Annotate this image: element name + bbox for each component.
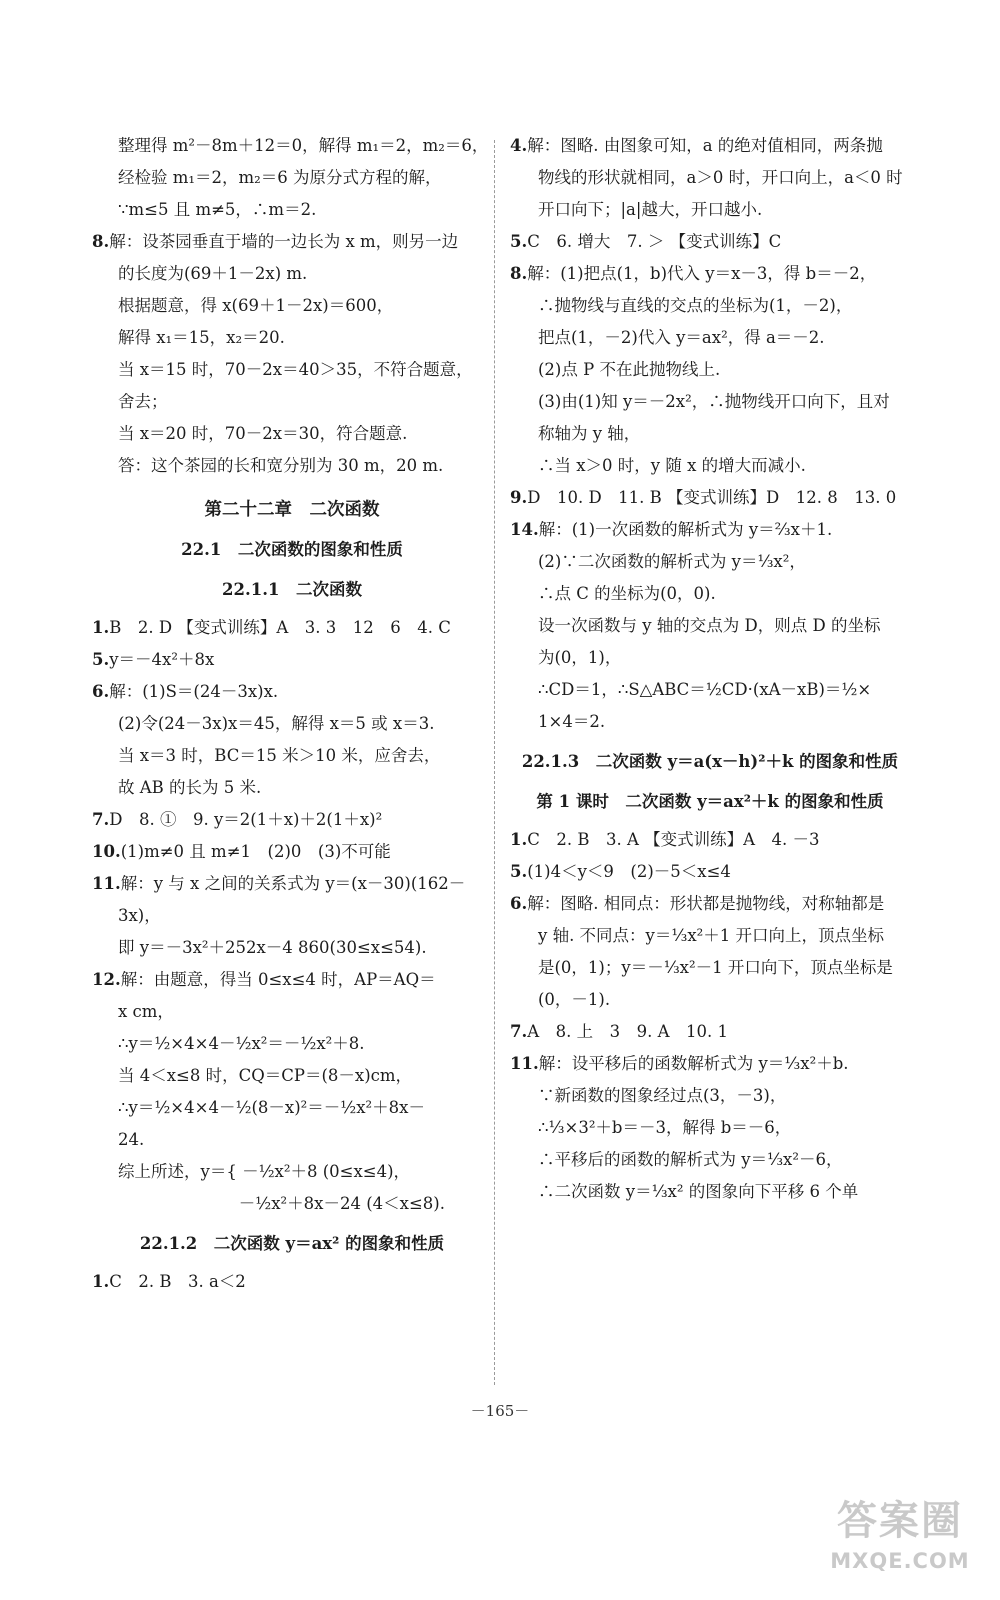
answer-text: 即 y＝－3x²＋252x－4 860(30≤x≤54). <box>118 938 427 957</box>
answer-text: ∵新函数的图象经过点(3，－3)， <box>538 1086 787 1105</box>
answer-line <box>92 804 492 836</box>
answer-line <box>510 290 910 322</box>
answer-text: (2)∵二次函数的解析式为 y＝⅓x²， <box>538 552 806 571</box>
answer-text: ∴CD＝1，∴S△ABC＝½CD·(xA－xB)＝½× <box>538 680 872 699</box>
answer-text: 解：(1)S＝(24－3x)x. <box>109 682 279 701</box>
answer-text: 称轴为 y 轴， <box>538 424 641 443</box>
answer-text: 解：(1)一次函数的解析式为 y＝⅔x＋1. <box>538 520 833 539</box>
answer-line <box>510 418 910 450</box>
answer-text: x cm， <box>118 1002 174 1021</box>
answer-line <box>92 130 492 162</box>
question-number: 1. <box>92 1272 110 1291</box>
answer-line <box>92 162 492 194</box>
answer-line <box>510 824 910 856</box>
answer-text: 当 x＝20 时，70－2x＝30，符合题意. <box>118 424 408 443</box>
answer-line <box>510 706 910 738</box>
answer-line <box>510 482 910 514</box>
answer-text: 解：y 与 x 之间的关系式为 y＝(x－30)(162－ <box>120 874 466 893</box>
question-number: 6. <box>510 894 528 913</box>
answer-line <box>510 578 910 610</box>
answer-text: 的长度为(69＋1－2x) m. <box>118 264 308 283</box>
answer-text: 综上所述，y＝{ －½x²＋8 (0≤x≤4)， <box>118 1162 411 1181</box>
answer-text: 当 x＝15 时，70－2x＝40＞35，不符合题意， <box>118 360 473 379</box>
answer-line <box>510 162 910 194</box>
answer-line <box>510 226 910 258</box>
answer-text: 1×4＝2. <box>538 712 606 731</box>
answer-line <box>510 194 910 226</box>
answer-line <box>92 676 492 708</box>
answer-text: 整理得 m²－8m＋12＝0，解得 m₁＝2，m₂＝6， <box>118 136 489 155</box>
answer-text: (3)由(1)知 y＝－2x²，∴抛物线开口向下，且对 <box>538 392 890 411</box>
answer-line <box>92 418 492 450</box>
answer-line <box>92 1266 492 1298</box>
section-heading: 第 1 课时 二次函数 y＝ax²＋k 的图象和性质 <box>536 792 884 811</box>
answer-text: 24. <box>118 1130 145 1149</box>
answer-line <box>92 258 492 290</box>
answer-line <box>510 354 910 386</box>
section-heading: 第二十二章 二次函数 <box>204 500 380 520</box>
answer-line <box>510 322 910 354</box>
answer-text: 是(0，1)；y＝－⅓x²－1 开口向下，顶点坐标是 <box>538 958 893 977</box>
question-number: 12. <box>92 970 121 989</box>
answer-text: C 2. B 3. a＜2 <box>109 1272 246 1291</box>
page-number: －165－ <box>470 1402 530 1420</box>
answer-line <box>92 1060 492 1092</box>
answer-line <box>510 1080 910 1112</box>
answer-line <box>92 290 492 322</box>
watermark-logo <box>815 1495 985 1590</box>
answer-line <box>92 322 492 354</box>
answer-line <box>92 354 492 386</box>
answer-text: (0，－1). <box>538 990 611 1009</box>
answer-line <box>510 1112 910 1144</box>
answer-text: C 6. 增大 7. ＞ 【变式训练】C <box>527 232 782 251</box>
answer-line <box>92 996 492 1028</box>
answer-text: 解：由题意，得当 0≤x≤4 时，AP＝AQ＝ <box>120 970 436 989</box>
answer-line <box>92 1092 492 1124</box>
answer-line <box>92 932 492 964</box>
answer-text: (1)4＜y＜9 (2)－5＜x≤4 <box>527 862 731 881</box>
question-number: 8. <box>92 232 110 251</box>
column-divider <box>494 140 495 1385</box>
answer-line <box>510 130 910 162</box>
answer-text: 物线的形状就相同，a＞0 时，开口向上，a＜0 时 <box>538 168 903 187</box>
right-column <box>510 130 910 1208</box>
answer-line <box>92 644 492 676</box>
answer-text: 舍去； <box>118 392 168 411</box>
answer-text: ∴平移后的函数的解析式为 y＝⅓x²－6， <box>538 1150 843 1169</box>
answer-line <box>92 1188 492 1220</box>
section-heading: 22.1 二次函数的图象和性质 <box>181 540 403 559</box>
answer-line <box>510 952 910 984</box>
answer-line <box>510 642 910 674</box>
watermark-text: 答案圈 <box>837 1498 963 1544</box>
answer-text: 故 AB 的长为 5 米. <box>118 778 262 797</box>
answer-text: 解：图略. 由图象可知，a 的绝对值相同，两条抛 <box>527 136 883 155</box>
answer-text: 当 x＝3 时，BC＝15 米＞10 米，应舍去， <box>118 746 441 765</box>
answer-line <box>510 1176 910 1208</box>
answer-line <box>510 610 910 642</box>
answer-text: D 10. D 11. B 【变式训练】D 12. 8 13. 0 <box>527 488 897 507</box>
answer-text: ∴二次函数 y＝⅓x² 的图象向下平移 6 个单 <box>538 1182 859 1201</box>
answer-text: 解：设茶园垂直于墙的一边长为 x m，则另一边 <box>109 232 459 251</box>
answer-text: 根据题意，得 x(69＋1－2x)＝600， <box>118 296 394 315</box>
answer-line <box>510 1016 910 1048</box>
answer-line <box>92 836 492 868</box>
answer-text: ∴抛物线与直线的交点的坐标为(1，－2)， <box>538 296 853 315</box>
answer-line <box>510 514 910 546</box>
answer-line <box>92 708 492 740</box>
section-heading: 22.1.1 二次函数 <box>222 580 362 599</box>
watermark-url: MXQE.COM <box>830 1549 970 1573</box>
answer-text: 经检验 m₁＝2，m₂＝6 为原分式方程的解， <box>118 168 442 187</box>
answer-line <box>510 450 910 482</box>
answer-text: 答：这个茶园的长和宽分别为 30 m，20 m. <box>118 456 444 475</box>
question-number: 7. <box>92 810 110 829</box>
answer-text: (2)令(24－3x)x＝45，解得 x＝5 或 x＝3. <box>118 714 435 733</box>
answer-line <box>510 1048 910 1080</box>
question-number: 1. <box>510 830 528 849</box>
answer-line <box>510 856 910 888</box>
answer-line <box>92 450 492 482</box>
answer-line <box>510 1144 910 1176</box>
answer-text: ∴⅓×3²＋b＝－3，解得 b＝－6， <box>538 1118 792 1137</box>
question-number: 11. <box>92 874 121 893</box>
answer-text: ∴点 C 的坐标为(0，0). <box>538 584 716 603</box>
answer-line <box>510 258 910 290</box>
question-number: 6. <box>92 682 110 701</box>
answer-line <box>92 900 492 932</box>
question-number: 1. <box>92 618 110 637</box>
answer-line <box>92 868 492 900</box>
answer-text: (2)点 P 不在此抛物线上. <box>538 360 721 379</box>
answer-text: 为(0，1)， <box>538 648 622 667</box>
answer-text: ∴y＝½×4×4－½(8－x)²＝－½x²＋8x－ <box>118 1098 425 1117</box>
answer-text: 解：设平移后的函数解析式为 y＝⅓x²＋b. <box>538 1054 849 1073</box>
answer-text: C 2. B 3. A 【变式训练】A 4. －3 <box>527 830 820 849</box>
answer-text: ∴当 x＞0 时，y 随 x 的增大而减小. <box>538 456 806 475</box>
answer-text: y 轴. 不同点：y＝⅓x²＋1 开口向上，顶点坐标 <box>538 926 885 945</box>
answer-line <box>510 674 910 706</box>
section-heading: 22.1.2 二次函数 y＝ax² 的图象和性质 <box>139 1234 445 1253</box>
answer-line <box>92 612 492 644</box>
answer-line <box>92 964 492 996</box>
answer-line <box>92 740 492 772</box>
answer-text: 3x)， <box>118 906 161 925</box>
answer-line <box>92 1156 492 1188</box>
question-number: 5. <box>510 232 528 251</box>
answer-text: 当 4＜x≤8 时，CQ＝CP＝(8－x)cm， <box>118 1066 413 1085</box>
answer-text: 解：图略. 相同点：形状都是抛物线，对称轴都是 <box>527 894 885 913</box>
answer-line <box>510 546 910 578</box>
question-number: 5. <box>92 650 110 669</box>
answer-text: ∵m≤5 且 m≠5，∴m＝2. <box>118 200 317 219</box>
section-heading: 22.1.3 二次函数 y＝a(x－h)²＋k 的图象和性质 <box>521 752 899 771</box>
left-column <box>92 130 492 1298</box>
answer-text: 解：(1)把点(1，b)代入 y＝x－3，得 b＝－2， <box>527 264 877 283</box>
question-number: 9. <box>510 488 528 507</box>
answer-text: －½x²＋8x－24 (4＜x≤8). <box>118 1194 445 1213</box>
answer-line <box>92 1028 492 1060</box>
answer-line <box>92 226 492 258</box>
answer-text: y＝－4x²＋8x <box>109 650 215 669</box>
answer-line <box>92 772 492 804</box>
answer-text: 开口向下；|a|越大，开口越小. <box>538 200 763 219</box>
question-number: 8. <box>510 264 528 283</box>
answer-text: 把点(1，－2)代入 y＝ax²，得 a＝－2. <box>538 328 825 347</box>
answer-text: D 8. ① 9. y＝2(1＋x)＋2(1＋x)² <box>109 810 383 829</box>
answer-text: B 2. D 【变式训练】A 3. 3 12 6 4. C <box>109 618 451 637</box>
answer-line <box>92 386 492 418</box>
question-number: 7. <box>510 1022 528 1041</box>
question-number: 14. <box>510 520 539 539</box>
answer-text: 解得 x₁＝15，x₂＝20. <box>118 328 285 347</box>
answer-line <box>510 920 910 952</box>
answer-text: A 8. 上 3 9. A 10. 1 <box>527 1022 729 1041</box>
answer-line <box>510 984 910 1016</box>
answer-text: 设一次函数与 y 轴的交点为 D，则点 D 的坐标 <box>538 616 881 635</box>
question-number: 11. <box>510 1054 539 1073</box>
question-number: 4. <box>510 136 528 155</box>
answer-line <box>92 1124 492 1156</box>
question-number: 10. <box>92 842 121 861</box>
answer-line <box>510 888 910 920</box>
answer-text: (1)m≠0 且 m≠1 (2)0 (3)不可能 <box>120 842 391 861</box>
answer-line <box>510 386 910 418</box>
answer-line <box>92 194 492 226</box>
answer-text: ∴y＝½×4×4－½x²＝－½x²＋8. <box>118 1034 365 1053</box>
question-number: 5. <box>510 862 528 881</box>
